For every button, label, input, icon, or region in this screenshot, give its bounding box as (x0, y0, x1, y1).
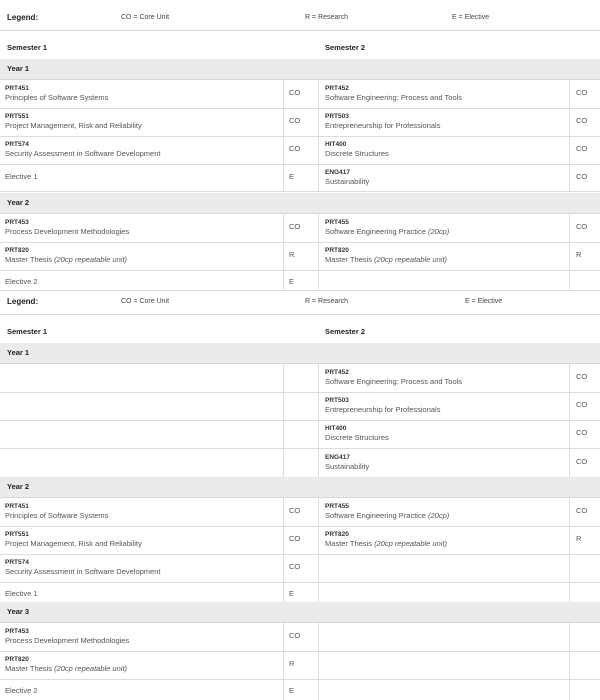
type-badge: CO (576, 400, 588, 409)
type-badge: CO (576, 428, 588, 437)
semester-2-heading: Semester 2 (325, 327, 366, 336)
type-badge: CO (576, 116, 588, 125)
year-3-header (0, 602, 600, 623)
semester-1-heading: Semester 1 (7, 43, 48, 52)
semester-2-heading: Semester 2 (325, 43, 366, 52)
year-2-label: Year 2 (7, 198, 30, 207)
type-badge: CO (289, 506, 301, 515)
year-2-label: Year 2 (7, 482, 30, 491)
type-badge: R (576, 250, 582, 259)
unit-prt453[interactable]: PRT453 Process Development Methodologies (5, 219, 130, 236)
year-2-header (0, 193, 600, 214)
type-badge: E (289, 172, 295, 181)
legend-research: R = Research (305, 298, 348, 305)
legend-elective: E = Elective (452, 14, 490, 21)
type-badge: CO (576, 222, 588, 231)
type-badge: CO (576, 88, 588, 97)
elective-1[interactable]: Elective 1 (5, 589, 38, 598)
elective-2[interactable]: Elective 2 (5, 686, 38, 695)
type-badge: CO (289, 222, 301, 231)
unit-prt452[interactable]: PRT452 Software Engineering: Process and Tools (325, 85, 463, 102)
elective-1[interactable]: Elective 1 (5, 172, 38, 181)
unit-eng417[interactable]: ENG417 Sustainability (325, 454, 370, 471)
year-3-label: Year 3 (7, 607, 30, 616)
type-badge: CO (289, 631, 301, 640)
type-badge: E (289, 686, 295, 695)
type-badge: CO (289, 116, 301, 125)
type-badge: CO (289, 88, 301, 97)
unit-prt820[interactable]: PRT820 Master Thesis (20cp repeatable unit) (325, 531, 448, 548)
year-1-label: Year 1 (7, 64, 30, 73)
unit-prt551[interactable]: PRT551 Project Management, Risk and Reliability (5, 113, 142, 130)
unit-prt820[interactable]: PRT820 Master Thesis (20cp repeatable unit) (5, 247, 128, 264)
unit-prt503[interactable]: PRT503 Entrepreneurship for Professionals (325, 113, 441, 130)
legend-core: CO = Core Unit (121, 298, 170, 305)
year-1-label: Year 1 (7, 348, 30, 357)
unit-prt574[interactable]: PRT574 Security Assessment in Software Development (5, 559, 161, 576)
legend-core: CO = Core Unit (121, 14, 170, 21)
semester-header (0, 37, 600, 60)
type-badge: R (289, 250, 295, 259)
unit-prt455[interactable]: PRT455 Software Engineering Practice (20cp) (325, 503, 450, 520)
year-1-header (0, 59, 600, 80)
unit-prt551[interactable]: PRT551 Project Management, Risk and Reliability (5, 531, 142, 548)
elective-2[interactable]: Elective 2 (5, 277, 38, 286)
type-badge: CO (289, 562, 301, 571)
unit-prt820[interactable]: PRT820 Master Thesis (20cp repeatable unit) (325, 247, 448, 264)
unit-prt451[interactable]: PRT451 Principles of Software Systems (5, 503, 109, 520)
unit-prt452[interactable]: PRT452 Software Engineering: Process and Tools (325, 369, 463, 386)
type-badge: E (289, 589, 295, 598)
legend-row (0, 290, 600, 315)
type-badge: E (289, 277, 295, 286)
type-badge: R (289, 659, 295, 668)
unit-eng417[interactable]: ENG417 Sustainability (325, 169, 370, 186)
legend-research: R = Research (305, 14, 348, 21)
type-badge: CO (576, 144, 588, 153)
unit-prt453[interactable]: PRT453 Process Development Methodologies (5, 628, 130, 645)
semester-1-heading: Semester 1 (7, 327, 48, 336)
unit-hit400[interactable]: HIT400 Discrete Structures (325, 425, 389, 442)
type-badge: CO (576, 506, 588, 515)
legend-row (0, 6, 600, 31)
unit-prt574[interactable]: PRT574 Security Assessment in Software Development (5, 141, 161, 158)
year-1-header (0, 343, 600, 364)
unit-prt820[interactable]: PRT820 Master Thesis (20cp repeatable unit) (5, 656, 128, 673)
type-badge: CO (576, 372, 588, 381)
legend-label: Legend: (7, 13, 39, 22)
legend-elective: E = Elective (465, 298, 503, 305)
legend-label: Legend: (7, 297, 39, 306)
unit-prt455[interactable]: PRT455 Software Engineering Practice (20cp) (325, 219, 450, 236)
type-badge: CO (576, 172, 588, 181)
type-badge: R (576, 534, 582, 543)
type-badge: CO (289, 534, 301, 543)
semester-header (0, 321, 600, 344)
year-2-header (0, 477, 600, 498)
type-badge: CO (576, 457, 588, 466)
unit-prt503[interactable]: PRT503 Entrepreneurship for Professionals (325, 397, 441, 414)
unit-prt451[interactable]: PRT451 Principles of Software Systems (5, 85, 109, 102)
unit-hit400[interactable]: HIT400 Discrete Structures (325, 141, 389, 158)
type-badge: CO (289, 144, 301, 153)
